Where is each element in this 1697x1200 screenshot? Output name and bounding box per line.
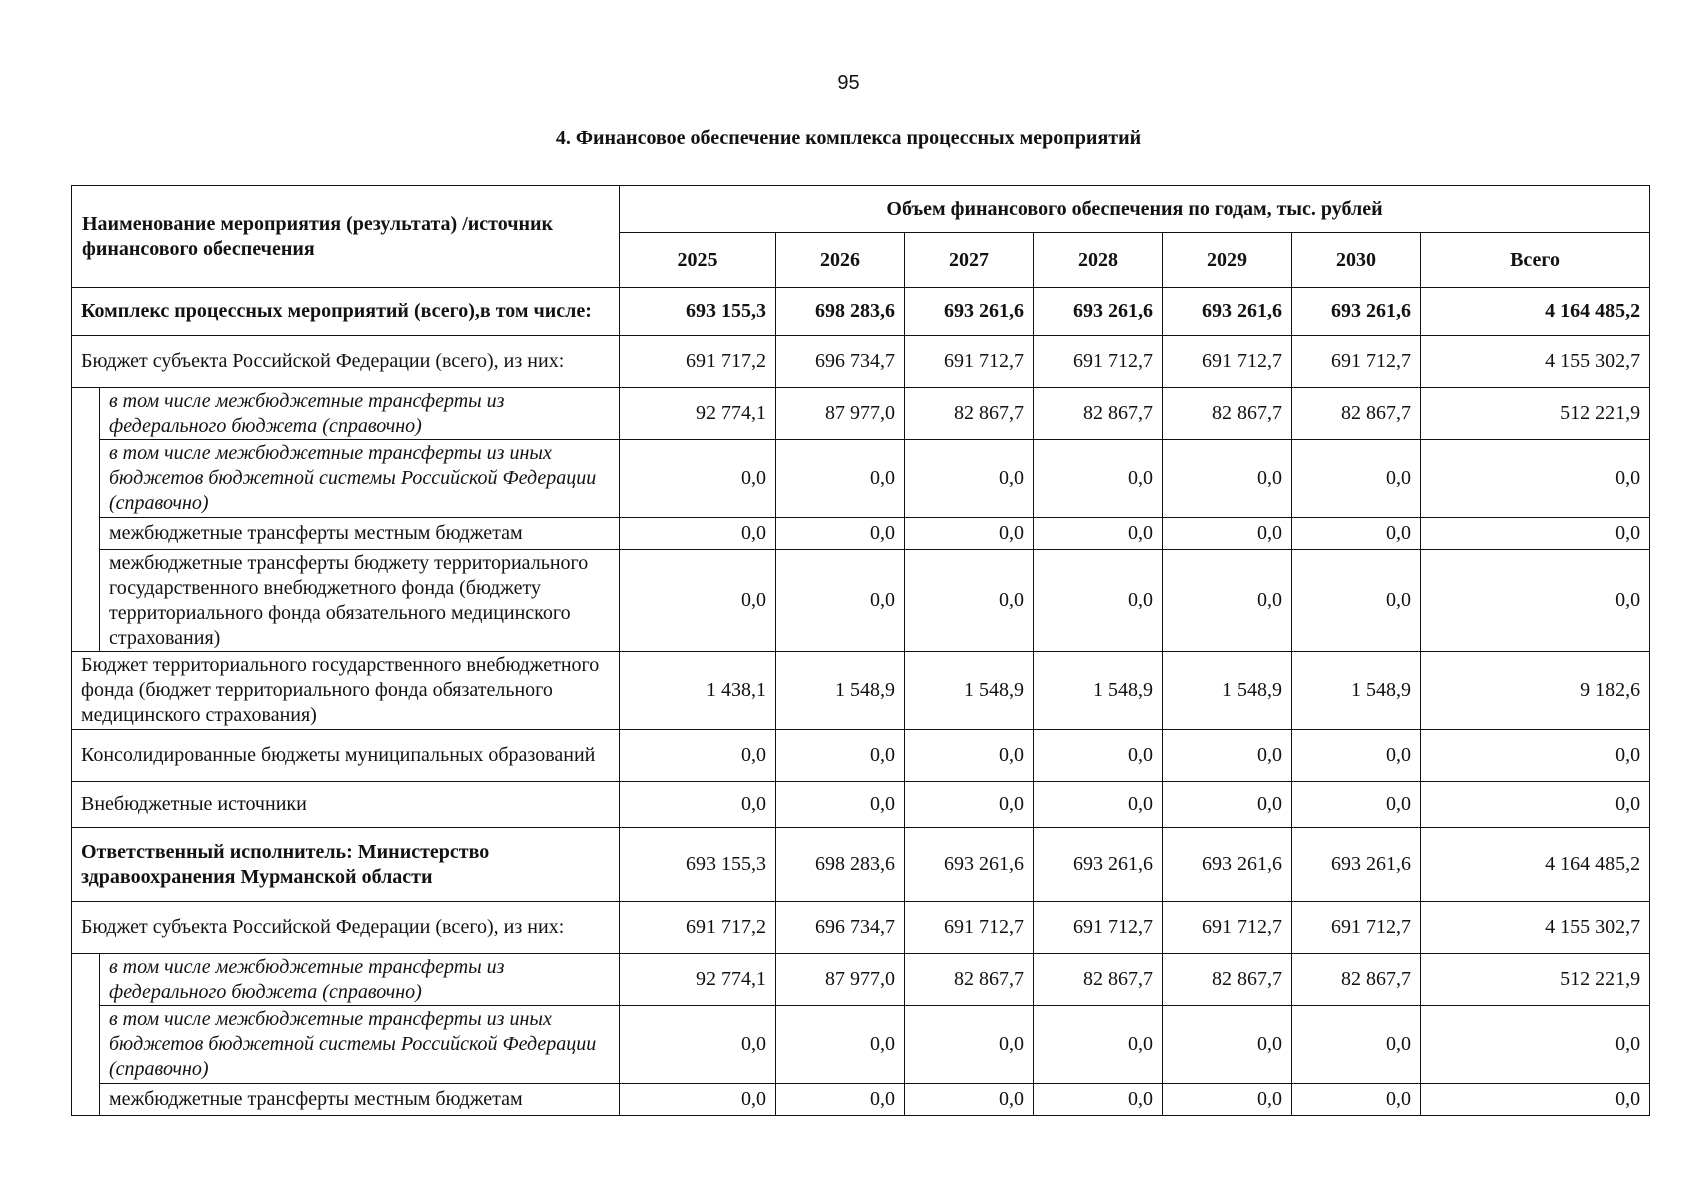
row-value-cell: 0,0 <box>905 1084 1034 1116</box>
table-row <box>72 388 1650 440</box>
row-value-cell: 0,0 <box>1292 782 1421 828</box>
row-value-cell: 82 867,7 <box>1292 388 1421 440</box>
table-row <box>72 336 1650 388</box>
row-value-cell: 0,0 <box>620 1084 776 1116</box>
row-name-cell: Бюджет субъекта Российской Федерации (всего), из них: <box>72 902 620 954</box>
table-row <box>72 782 1650 828</box>
header-year-cell: 2030 <box>1292 233 1421 288</box>
header-year-cell: 2026 <box>776 233 905 288</box>
row-name-cell: в том числе межбюджетные трансферты из иных бюджетов бюджетной системы Российской Федерации (справочно) <box>100 440 620 518</box>
row-total-cell: 4 155 302,7 <box>1421 336 1650 388</box>
row-value-cell: 0,0 <box>776 440 905 518</box>
header-year-cell: 2029 <box>1163 233 1292 288</box>
row-value-cell: 87 977,0 <box>776 388 905 440</box>
row-value-cell: 0,0 <box>1163 1006 1292 1084</box>
row-name-cell: в том числе межбюджетные трансферты из иных бюджетов бюджетной системы Российской Федерации (справочно) <box>100 1006 620 1084</box>
table-row <box>72 902 1650 954</box>
row-value-cell: 0,0 <box>1163 550 1292 652</box>
row-value-cell: 82 867,7 <box>905 954 1034 1006</box>
page-number: 95 <box>837 72 860 94</box>
row-value-cell: 691 717,2 <box>620 336 776 388</box>
header-funding-group: Объем финансового обеспечения по годам, тыс. рублей <box>620 186 1650 233</box>
row-value-cell: 693 261,6 <box>905 288 1034 336</box>
row-value-cell: 87 977,0 <box>776 954 905 1006</box>
table-row <box>72 954 1650 1006</box>
row-total-cell: 0,0 <box>1421 1006 1650 1084</box>
row-value-cell: 0,0 <box>905 782 1034 828</box>
row-value-cell: 691 712,7 <box>905 902 1034 954</box>
table-row <box>72 518 1650 550</box>
row-value-cell: 693 261,6 <box>1292 828 1421 902</box>
row-value-cell: 691 712,7 <box>1292 902 1421 954</box>
table-row <box>72 550 1650 652</box>
row-total-cell: 0,0 <box>1421 550 1650 652</box>
row-value-cell: 0,0 <box>1034 782 1163 828</box>
row-value-cell: 1 548,9 <box>776 652 905 730</box>
row-name-cell: Бюджет субъекта Российской Федерации (всего), из них: <box>72 336 620 388</box>
row-value-cell: 0,0 <box>1292 1084 1421 1116</box>
row-value-cell: 0,0 <box>1163 1084 1292 1116</box>
row-value-cell: 82 867,7 <box>1034 954 1163 1006</box>
row-value-cell: 0,0 <box>776 550 905 652</box>
row-value-cell: 693 261,6 <box>905 828 1034 902</box>
row-value-cell: 691 712,7 <box>1034 902 1163 954</box>
row-name-cell: в том числе межбюджетные трансферты из федерального бюджета (справочно) <box>100 388 620 440</box>
row-value-cell: 0,0 <box>620 782 776 828</box>
row-value-cell: 0,0 <box>905 1006 1034 1084</box>
row-value-cell: 0,0 <box>1163 782 1292 828</box>
row-value-cell: 693 261,6 <box>1034 288 1163 336</box>
row-value-cell: 696 734,7 <box>776 336 905 388</box>
row-total-cell: 0,0 <box>1421 440 1650 518</box>
header-year-cell: Всего <box>1421 233 1650 288</box>
row-total-cell: 0,0 <box>1421 1084 1650 1116</box>
row-value-cell: 0,0 <box>1292 730 1421 782</box>
row-value-cell: 82 867,7 <box>1034 388 1163 440</box>
table-row <box>72 440 1650 518</box>
row-value-cell: 693 261,6 <box>1292 288 1421 336</box>
row-value-cell: 82 867,7 <box>905 388 1034 440</box>
table-row <box>72 1084 1650 1116</box>
row-total-cell: 4 164 485,2 <box>1421 288 1650 336</box>
row-value-cell: 0,0 <box>620 550 776 652</box>
row-value-cell: 693 261,6 <box>1163 288 1292 336</box>
row-value-cell: 0,0 <box>776 1006 905 1084</box>
table-body <box>72 288 1650 1116</box>
row-value-cell: 0,0 <box>776 1084 905 1116</box>
row-value-cell: 0,0 <box>776 730 905 782</box>
row-value-cell: 0,0 <box>1163 730 1292 782</box>
row-value-cell: 1 438,1 <box>620 652 776 730</box>
row-value-cell: 0,0 <box>905 518 1034 550</box>
row-value-cell: 0,0 <box>620 518 776 550</box>
row-total-cell: 0,0 <box>1421 782 1650 828</box>
row-name-cell: межбюджетные трансферты бюджету территориального государственного внебюджетного фонда (бюджету территориального фонда обязательного медицинского страхования) <box>100 550 620 652</box>
row-total-cell: 4 155 302,7 <box>1421 902 1650 954</box>
row-value-cell: 0,0 <box>1163 518 1292 550</box>
row-name-cell: в том числе межбюджетные трансферты из федерального бюджета (справочно) <box>100 954 620 1006</box>
row-value-cell: 691 712,7 <box>1034 336 1163 388</box>
row-value-cell: 0,0 <box>905 730 1034 782</box>
row-value-cell: 0,0 <box>620 1006 776 1084</box>
row-name-cell: Бюджет территориального государственного внебюджетного фонда (бюджет территориального фонда обязательного медицинского страхования) <box>72 652 620 730</box>
row-total-cell: 9 182,6 <box>1421 652 1650 730</box>
table-row <box>72 828 1650 902</box>
row-value-cell: 693 155,3 <box>620 828 776 902</box>
row-name-cell: Ответственный исполнитель: Министерство здравоохранения Мурманской области <box>72 828 620 902</box>
row-value-cell: 82 867,7 <box>1163 954 1292 1006</box>
row-value-cell: 0,0 <box>776 518 905 550</box>
row-value-cell: 0,0 <box>1163 440 1292 518</box>
row-value-cell: 0,0 <box>1034 550 1163 652</box>
row-name-cell: межбюджетные трансферты местным бюджетам <box>100 1084 620 1116</box>
row-value-cell: 0,0 <box>1034 1084 1163 1116</box>
row-value-cell: 0,0 <box>1034 1006 1163 1084</box>
table-row <box>72 1006 1650 1084</box>
indent-spacer-cell <box>72 388 100 652</box>
row-value-cell: 0,0 <box>905 440 1034 518</box>
row-total-cell: 0,0 <box>1421 518 1650 550</box>
row-value-cell: 92 774,1 <box>620 954 776 1006</box>
indent-spacer-cell <box>72 954 100 1116</box>
table-row <box>72 730 1650 782</box>
row-value-cell: 691 717,2 <box>620 902 776 954</box>
row-value-cell: 696 734,7 <box>776 902 905 954</box>
row-value-cell: 0,0 <box>1292 518 1421 550</box>
row-value-cell: 691 712,7 <box>905 336 1034 388</box>
page-title: 4. Финансовое обеспечение комплекса процессных мероприятий <box>555 127 1142 149</box>
header-year-cell: 2028 <box>1034 233 1163 288</box>
row-value-cell: 0,0 <box>905 550 1034 652</box>
row-total-cell: 4 164 485,2 <box>1421 828 1650 902</box>
row-value-cell: 691 712,7 <box>1163 336 1292 388</box>
row-value-cell: 0,0 <box>1292 550 1421 652</box>
row-value-cell: 1 548,9 <box>905 652 1034 730</box>
row-value-cell: 698 283,6 <box>776 828 905 902</box>
row-value-cell: 82 867,7 <box>1292 954 1421 1006</box>
row-name-cell: Внебюджетные источники <box>72 782 620 828</box>
row-total-cell: 512 221,9 <box>1421 388 1650 440</box>
financing-table <box>71 185 1650 1116</box>
header-row-group <box>72 186 1650 233</box>
row-name-cell: межбюджетные трансферты местным бюджетам <box>100 518 620 550</box>
row-value-cell: 0,0 <box>620 440 776 518</box>
row-total-cell: 512 221,9 <box>1421 954 1650 1006</box>
row-value-cell: 0,0 <box>1292 440 1421 518</box>
row-value-cell: 691 712,7 <box>1292 336 1421 388</box>
row-value-cell: 0,0 <box>776 782 905 828</box>
row-value-cell: 691 712,7 <box>1163 902 1292 954</box>
row-total-cell: 0,0 <box>1421 730 1650 782</box>
row-value-cell: 0,0 <box>620 730 776 782</box>
table-row <box>72 288 1650 336</box>
row-value-cell: 82 867,7 <box>1163 388 1292 440</box>
row-value-cell: 1 548,9 <box>1292 652 1421 730</box>
row-value-cell: 0,0 <box>1292 1006 1421 1084</box>
row-value-cell: 0,0 <box>1034 730 1163 782</box>
row-value-cell: 698 283,6 <box>776 288 905 336</box>
header-name-cell: Наименование мероприятия (результата) /источник финансового обеспечения <box>72 186 620 288</box>
row-value-cell: 92 774,1 <box>620 388 776 440</box>
header-year-cell: 2027 <box>905 233 1034 288</box>
header-year-cell: 2025 <box>620 233 776 288</box>
row-value-cell: 0,0 <box>1034 518 1163 550</box>
row-name-cell: Консолидированные бюджеты муниципальных образований <box>72 730 620 782</box>
row-value-cell: 693 261,6 <box>1034 828 1163 902</box>
row-value-cell: 693 261,6 <box>1163 828 1292 902</box>
table-row <box>72 652 1650 730</box>
row-value-cell: 0,0 <box>1034 440 1163 518</box>
row-value-cell: 1 548,9 <box>1034 652 1163 730</box>
row-value-cell: 693 155,3 <box>620 288 776 336</box>
row-value-cell: 1 548,9 <box>1163 652 1292 730</box>
row-name-cell: Комплекс процессных мероприятий (всего),в том числе: <box>72 288 620 336</box>
